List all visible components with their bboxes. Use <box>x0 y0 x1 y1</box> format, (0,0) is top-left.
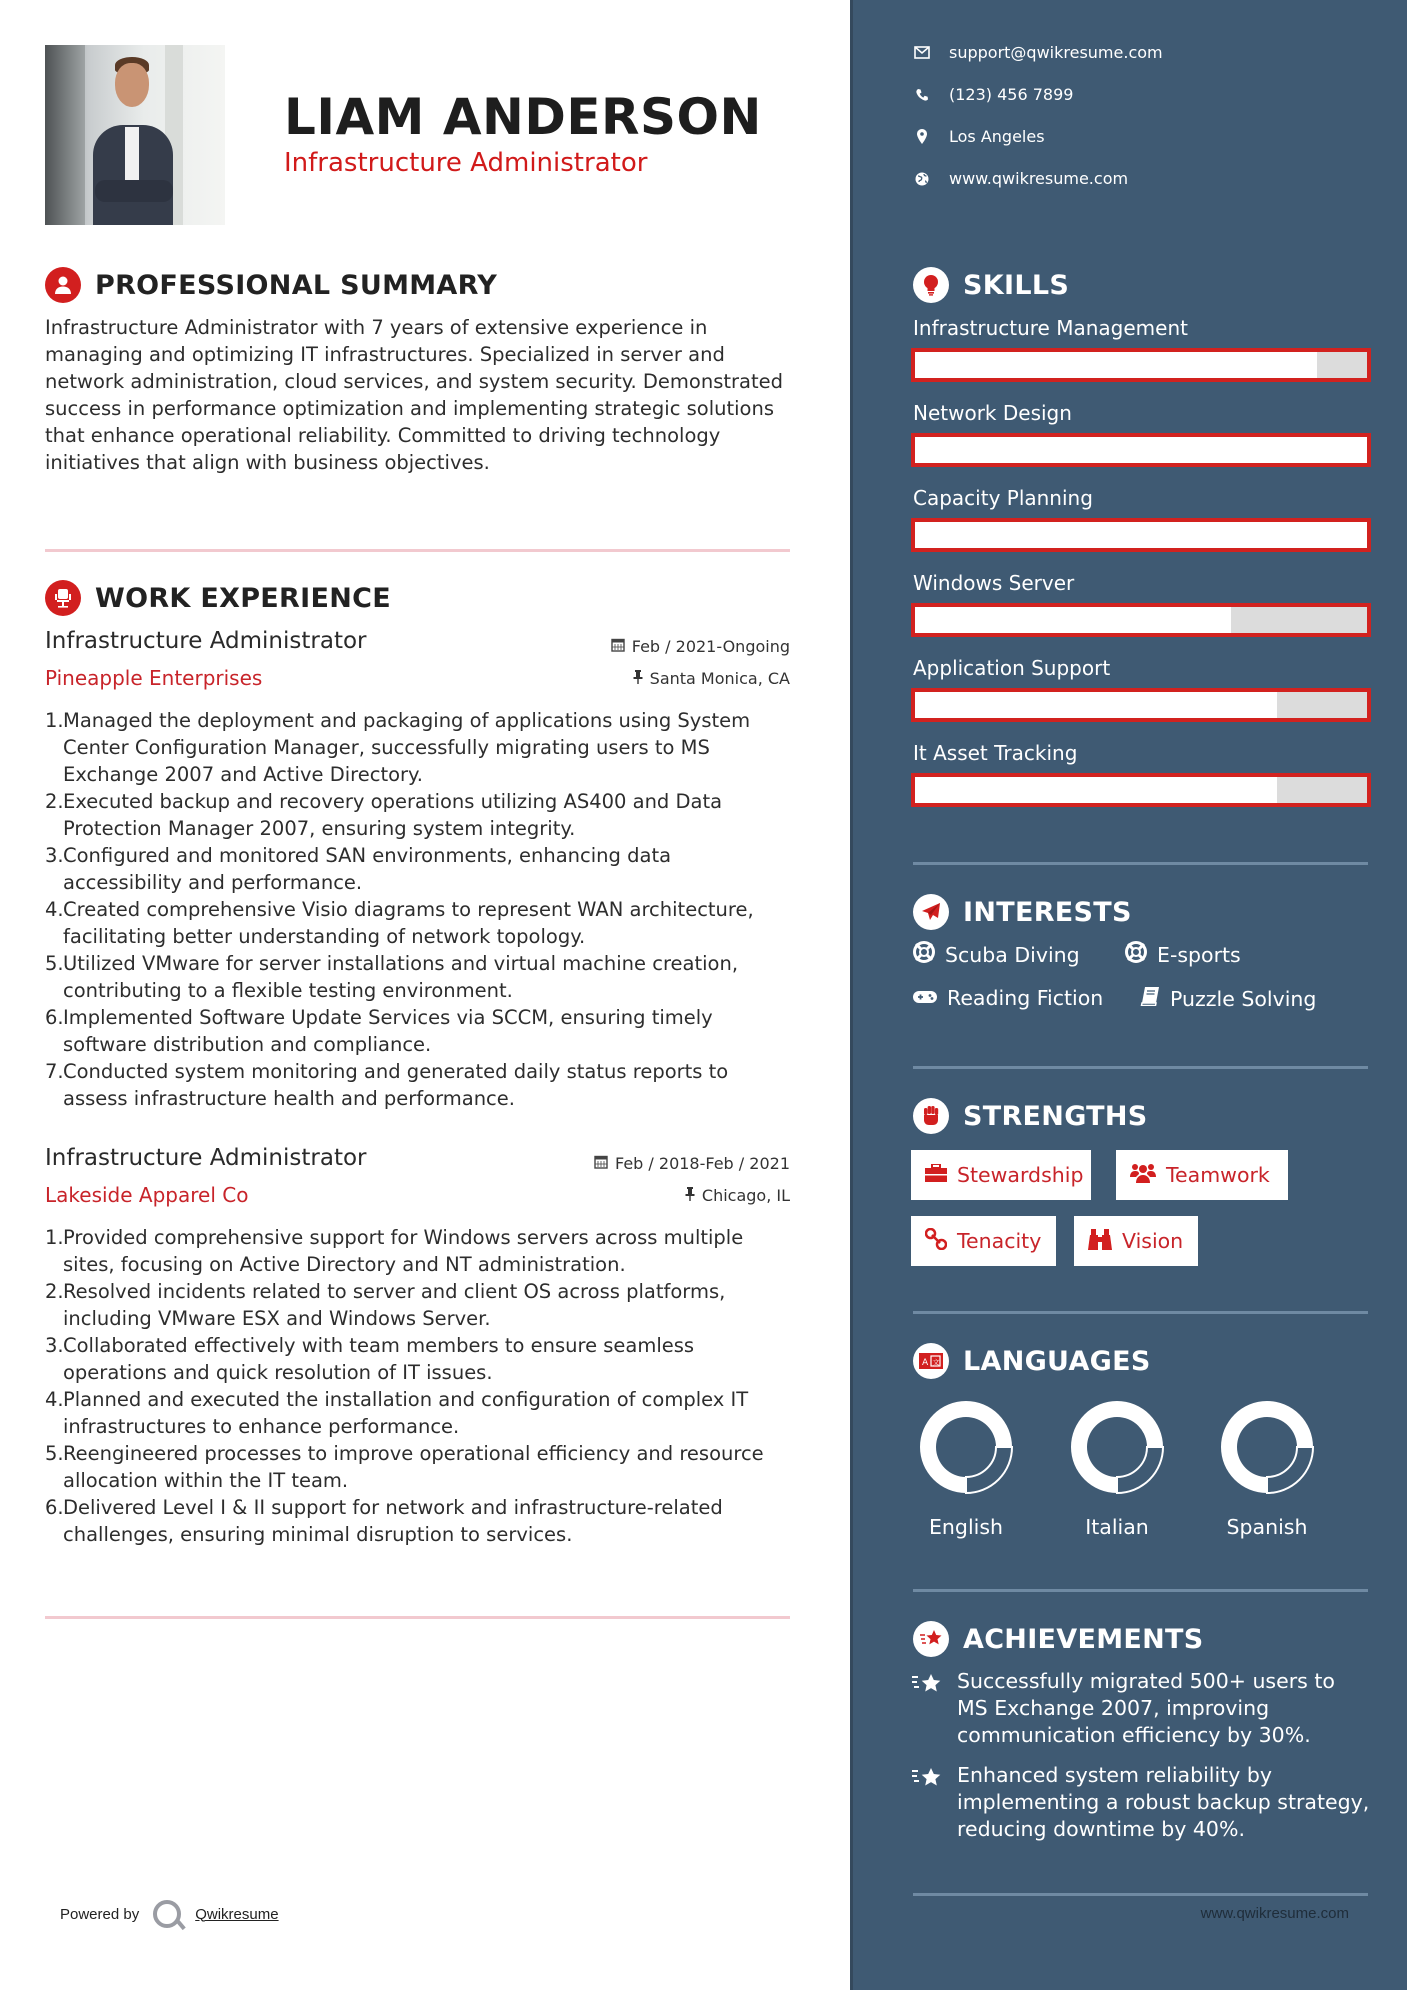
sidebar <box>850 0 1407 1990</box>
profile-photo <box>45 45 225 225</box>
skill-fill <box>915 437 1367 463</box>
skill-label: Network Design <box>913 401 1072 425</box>
interest-item: Puzzle Solving <box>1140 986 1316 1011</box>
section-divider <box>913 1893 1368 1896</box>
strengths-heading: STRENGTHS <box>913 1098 1148 1134</box>
list-item: 7. Conducted system monitoring and generated daily status reports to assess infrastructure health and performance. <box>45 1060 729 1110</box>
job-company: Lakeside Apparel Co <box>45 1183 249 1207</box>
strength-badge: Stewardship <box>911 1150 1091 1200</box>
job-bullets <box>45 707 795 1112</box>
svg-text:A: A <box>922 1358 929 1368</box>
interest-item: E-sports <box>1125 941 1241 968</box>
skill-bar <box>911 518 1371 552</box>
achievement-item: Successfully migrated 500+ users to MS Exchange 2007, improving communication efficiency by 30%. <box>911 1668 1371 1749</box>
list-item: 3. Configured and monitored SAN environments, enhancing data accessibility and performance. <box>45 844 672 894</box>
list-item: 1. Provided comprehensive support for Windows servers across multiple sites, focusing on Active Directory and NT administration. <box>45 1226 744 1276</box>
skills-heading: SKILLS <box>913 267 1069 303</box>
link-icon <box>925 1228 947 1255</box>
languages-heading: A 文 LANGUAGES <box>913 1343 1151 1379</box>
language-donut <box>911 1397 1021 1497</box>
section-divider <box>913 1066 1368 1069</box>
section-divider <box>913 862 1368 865</box>
briefcase-icon <box>925 1163 947 1187</box>
list-item: 6. Delivered Level I & II support for network and infrastructure-related challenges, ensuring minimal disruption to services. <box>45 1496 723 1546</box>
skill-bar <box>911 773 1371 807</box>
shooting-star-icon <box>911 1668 945 1749</box>
interests-heading: INTERESTS <box>913 894 1132 930</box>
experience-heading: WORK EXPERIENCE <box>45 580 391 616</box>
list-item: 5. Utilized VMware for server installations and virtual machine creation, contributing to a flexible testing environment. <box>45 952 739 1002</box>
language-donut <box>1212 1397 1322 1497</box>
section-divider <box>913 1311 1368 1314</box>
language-english: English <box>911 1397 1021 1539</box>
footer-url[interactable]: www.qwikresume.com <box>1200 1905 1349 1922</box>
skill-label: Capacity Planning <box>913 486 1093 510</box>
book-icon <box>1140 986 1160 1011</box>
section-divider <box>913 1589 1368 1592</box>
list-item: 2. Resolved incidents related to server and client OS across platforms, including VMware ESX and Windows Server. <box>45 1280 726 1330</box>
skill-fill <box>915 352 1317 378</box>
skill-bar <box>911 603 1371 637</box>
shooting-star-icon <box>913 1621 949 1657</box>
contact-location: Los Angeles <box>913 127 1045 146</box>
pushpin-icon <box>633 669 643 688</box>
contact-website: www.qwikresume.com <box>913 169 1128 188</box>
paper-plane-icon <box>913 894 949 930</box>
phone-icon <box>913 88 931 102</box>
skill-bar <box>911 433 1371 467</box>
skill-fill <box>915 522 1367 548</box>
calendar-icon <box>594 1154 608 1173</box>
job-bullets <box>45 1224 795 1548</box>
skill-bar <box>911 688 1371 722</box>
skill-fill <box>915 777 1277 803</box>
job-company: Pineapple Enterprises <box>45 666 263 690</box>
list-item: 1. Managed the deployment and packaging of applications using System Center Configuration Manager, successfully migrating users to MS Exchange 2007 and Active Directory. <box>45 709 751 786</box>
section-divider <box>45 549 790 552</box>
language-italian: Italian <box>1062 1397 1172 1539</box>
strength-badge: Vision <box>1074 1216 1198 1266</box>
skill-fill <box>915 692 1277 718</box>
translate-icon <box>913 1343 949 1379</box>
candidate-name: LIAM ANDERSON <box>284 88 762 146</box>
users-icon <box>1130 1162 1156 1189</box>
contact-email: support@qwikresume.com <box>913 43 1163 62</box>
job-location: Santa Monica, CA <box>633 669 790 688</box>
shooting-star-icon <box>911 1762 945 1843</box>
map-marker-icon <box>913 129 931 144</box>
interest-item: Reading Fiction <box>913 986 1103 1010</box>
globe-icon <box>913 172 931 186</box>
contact-phone: (123) 456 7899 <box>913 85 1073 104</box>
calendar-icon <box>611 637 625 656</box>
envelope-icon <box>913 46 931 59</box>
job-dates: Feb / 2018-Feb / 2021 <box>594 1154 790 1173</box>
pushpin-icon <box>685 1186 695 1205</box>
summary-heading: PROFESSIONAL SUMMARY <box>45 267 497 303</box>
skill-fill <box>915 607 1231 633</box>
section-divider <box>45 1616 790 1619</box>
lightbulb-icon <box>913 267 949 303</box>
office-chair-icon <box>45 580 81 616</box>
language-spanish: Spanish <box>1212 1397 1322 1539</box>
list-item: 5. Reengineered processes to improve operational efficiency and resource allocation within the IT team. <box>45 1442 764 1492</box>
job-location: Chicago, IL <box>685 1186 790 1205</box>
language-donut <box>1062 1397 1172 1497</box>
skill-label: Windows Server <box>913 571 1075 595</box>
job-dates: Feb / 2021-Ongoing <box>611 637 790 656</box>
skill-label: Infrastructure Management <box>913 316 1188 340</box>
achievement-item: Enhanced system reliability by implementing a robust backup strategy, reducing downtime by 40%. <box>911 1762 1371 1843</box>
strength-badge: Teamwork <box>1116 1150 1288 1200</box>
list-item: 4. Created comprehensive Visio diagrams to represent WAN architecture, facilitating better understanding of network topology. <box>45 898 754 948</box>
job-title: Infrastructure Administrator <box>45 628 367 654</box>
interest-item: Scuba Diving <box>913 941 1080 968</box>
qwikresume-logo-icon <box>153 1900 181 1928</box>
skill-label: It Asset Tracking <box>913 741 1078 765</box>
list-item: 4. Planned and executed the installation and configuration of complex IT infrastructures to enhance performance. <box>45 1388 749 1438</box>
skill-label: Application Support <box>913 656 1111 680</box>
svg-text:文: 文 <box>932 1358 940 1367</box>
list-item: 6. Implemented Software Update Services via SCCM, ensuring timely software distribution and compliance. <box>45 1006 713 1056</box>
gamepad-icon <box>913 986 937 1010</box>
powered-by: Powered by Qwikresume <box>60 1900 279 1928</box>
list-item: 2. Executed backup and recovery operations utilizing AS400 and Data Protection Manager 2007, ensuring system integrity. <box>45 790 723 840</box>
achievements-heading: ACHIEVEMENTS <box>913 1621 1204 1657</box>
qwikresume-link[interactable]: Qwikresume <box>195 1905 279 1923</box>
strength-badge: Tenacity <box>911 1216 1056 1266</box>
skill-bar <box>911 348 1371 382</box>
list-item: 3. Collaborated effectively with team members to ensure seamless operations and quick resolution of IT issues. <box>45 1334 695 1384</box>
summary-text: Infrastructure Administrator with 7 years of extensive experience in managing and optimizing IT infrastructures. Specialized in server and network administration, cloud services, and system security. Demonstrated success in performance optimization and implementing strategic solutions that enhance operational reliability. Committed to driving technology initiatives that align with business objectives. <box>45 316 783 474</box>
job-title: Infrastructure Administrator <box>45 1145 367 1171</box>
fist-icon <box>913 1098 949 1134</box>
candidate-title: Infrastructure Administrator <box>284 148 648 178</box>
life-ring-icon <box>913 941 935 968</box>
user-icon <box>45 267 81 303</box>
binoculars-icon <box>1088 1228 1112 1255</box>
life-ring-icon <box>1125 941 1147 968</box>
